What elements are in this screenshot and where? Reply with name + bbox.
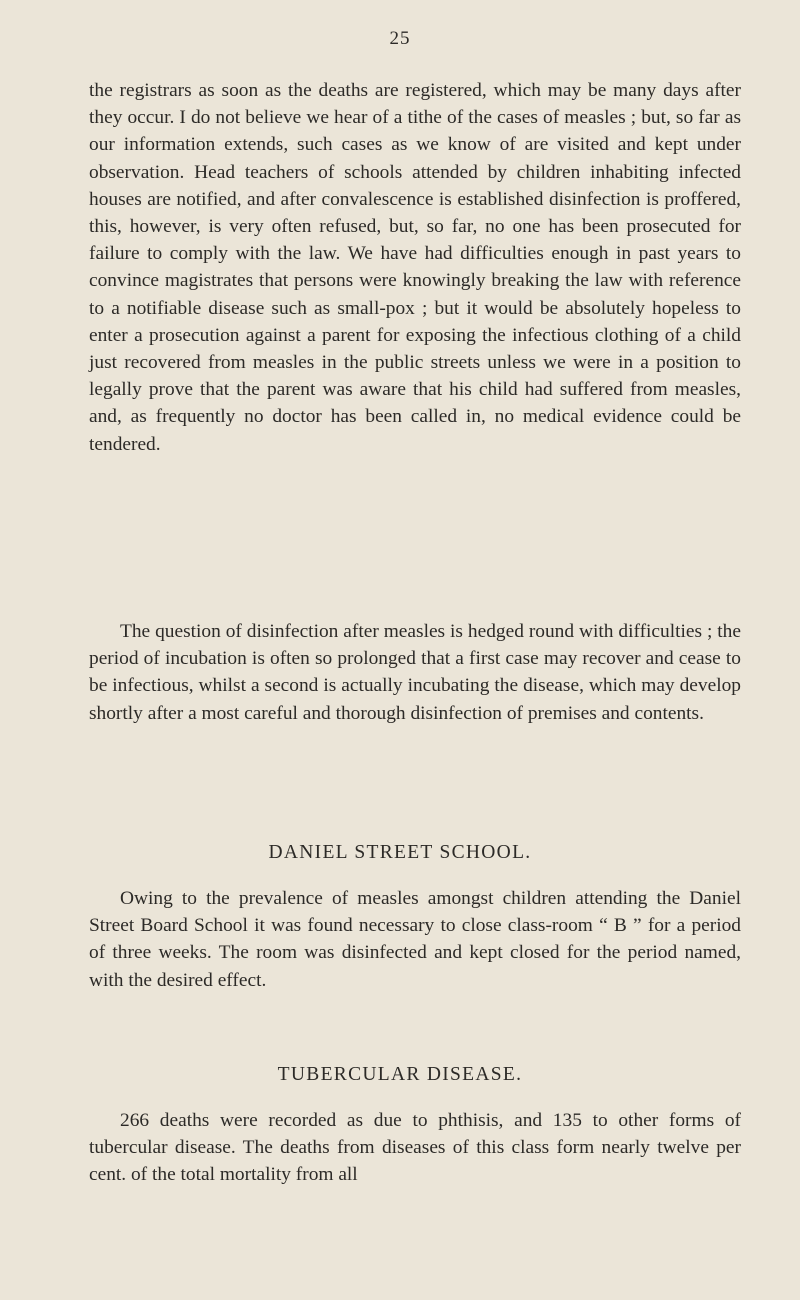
section-heading-tubercular-disease: TUBERCULAR DISEASE. — [277, 1064, 523, 1085]
section-heading-daniel-street-school: DANIEL STREET SCHOOL. — [268, 842, 532, 863]
section-paragraph-daniel-street-school — [89, 885, 741, 994]
paragraph-text: the registrars as soon as the deaths are registered, which may be many days after they occur. I do not believe we hear of a tithe of the cases of measles ; but, so far as our information extends, such cases as we know of are visited and kept under observation. Head teachers of schools attended by children inhabiting infected houses are notified, and after convalescence is established disinfection is proffered, this, however, is very often refused, but, so far, no one has been prosecuted for failure to comply with the law. We have had difficulties enough in past years to convince magistrates that persons were knowingly breaking the law with reference to a notifiable disease such as small-pox ; but it would be absolutely hopeless to enter a prosecution against a parent for exposing the infectious clothing of a child just recovered from measles in the public streets unless we were in a position to legally prove that the parent was aware that his child had suffered from measles, and, as frequently no doctor has been called in, no medical evidence could be tendered. — [89, 80, 741, 455]
section-paragraph-tubercular-disease — [89, 1107, 741, 1189]
paragraph-text: Owing to the prevalence of measles amongst children attending the Daniel Street Board School it was found necessary to close class-room “ B ” for a period of three weeks. The room was disinfected and kept closed for the period named, with the desired effect. — [89, 888, 741, 991]
page-number: 25 — [389, 28, 411, 49]
body-paragraph-registrars — [89, 77, 741, 458]
body-paragraph-disinfection — [89, 618, 741, 727]
paragraph-text: The question of disinfection after measles is hedged round with difficulties ; the period of incubation is often so prolonged that a first case may recover and cease to be infectious, whilst a second is actually incubating the disease, which may develop shortly after a most careful and thorough disinfection of premises and contents. — [89, 621, 741, 724]
paragraph-text: 266 deaths were recorded as due to phthisis, and 135 to other forms of tubercular disease. The deaths from diseases of this class form nearly twelve per cent. of the total mortality from all — [89, 1110, 741, 1186]
